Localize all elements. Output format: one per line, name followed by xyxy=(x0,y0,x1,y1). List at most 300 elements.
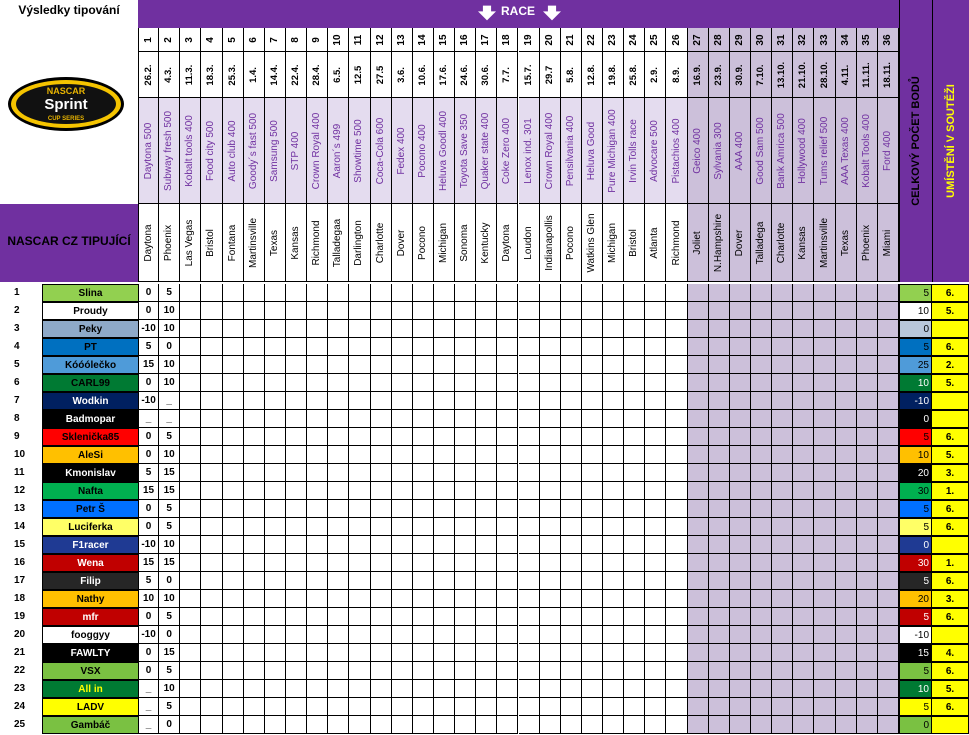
score-cell[interactable] xyxy=(878,356,899,374)
score-cell[interactable] xyxy=(540,302,561,320)
score-cell[interactable] xyxy=(286,680,307,698)
score-cell[interactable] xyxy=(772,392,793,410)
score-cell[interactable] xyxy=(582,554,603,572)
score-cell[interactable] xyxy=(645,536,666,554)
score-cell[interactable] xyxy=(582,374,603,392)
score-cell[interactable] xyxy=(878,428,899,446)
score-cell[interactable] xyxy=(476,680,497,698)
score-cell[interactable] xyxy=(624,464,645,482)
score-cell[interactable] xyxy=(455,536,476,554)
score-cell[interactable] xyxy=(793,590,814,608)
score-cell[interactable] xyxy=(413,374,434,392)
score-cell[interactable] xyxy=(836,608,857,626)
score-cell[interactable] xyxy=(434,320,455,338)
score-cell[interactable] xyxy=(709,320,730,338)
score-cell[interactable] xyxy=(180,392,201,410)
score-cell[interactable] xyxy=(772,644,793,662)
score-cell[interactable]: 0 xyxy=(138,608,159,626)
score-cell[interactable] xyxy=(307,716,328,734)
score-cell[interactable] xyxy=(645,464,666,482)
score-cell[interactable] xyxy=(265,608,286,626)
score-cell[interactable] xyxy=(476,644,497,662)
score-cell[interactable] xyxy=(286,428,307,446)
score-cell[interactable] xyxy=(392,536,413,554)
score-cell[interactable] xyxy=(751,608,772,626)
score-cell[interactable] xyxy=(751,428,772,446)
score-cell[interactable] xyxy=(413,356,434,374)
score-cell[interactable] xyxy=(730,644,751,662)
score-cell[interactable] xyxy=(328,500,349,518)
score-cell[interactable] xyxy=(371,446,392,464)
score-cell[interactable]: _ xyxy=(138,410,159,428)
score-cell[interactable] xyxy=(709,392,730,410)
score-cell[interactable] xyxy=(180,662,201,680)
score-cell[interactable] xyxy=(328,536,349,554)
score-cell[interactable] xyxy=(476,518,497,536)
score-cell[interactable] xyxy=(603,680,624,698)
score-cell[interactable] xyxy=(455,644,476,662)
score-cell[interactable] xyxy=(497,590,518,608)
score-cell[interactable] xyxy=(709,626,730,644)
score-cell[interactable] xyxy=(772,626,793,644)
score-cell[interactable] xyxy=(307,536,328,554)
score-cell[interactable] xyxy=(244,518,265,536)
score-cell[interactable]: 5 xyxy=(159,428,180,446)
score-cell[interactable] xyxy=(857,572,878,590)
score-cell[interactable] xyxy=(180,572,201,590)
score-cell[interactable] xyxy=(793,698,814,716)
score-cell[interactable] xyxy=(645,554,666,572)
score-cell[interactable] xyxy=(603,302,624,320)
score-cell[interactable] xyxy=(392,374,413,392)
score-cell[interactable] xyxy=(201,536,222,554)
score-cell[interactable] xyxy=(793,464,814,482)
score-cell[interactable] xyxy=(265,716,286,734)
score-cell[interactable] xyxy=(645,356,666,374)
score-cell[interactable] xyxy=(201,590,222,608)
score-cell[interactable] xyxy=(709,410,730,428)
score-cell[interactable] xyxy=(603,572,624,590)
score-cell[interactable] xyxy=(666,608,687,626)
score-cell[interactable] xyxy=(878,716,899,734)
score-cell[interactable] xyxy=(730,680,751,698)
score-cell[interactable] xyxy=(730,518,751,536)
score-cell[interactable] xyxy=(307,428,328,446)
score-cell[interactable]: 15 xyxy=(138,554,159,572)
score-cell[interactable] xyxy=(371,428,392,446)
score-cell[interactable] xyxy=(328,446,349,464)
score-cell[interactable] xyxy=(624,608,645,626)
score-cell[interactable] xyxy=(223,608,244,626)
score-cell[interactable] xyxy=(645,500,666,518)
score-cell[interactable] xyxy=(497,410,518,428)
score-cell[interactable] xyxy=(645,392,666,410)
score-cell[interactable] xyxy=(836,356,857,374)
score-cell[interactable] xyxy=(349,446,370,464)
score-cell[interactable] xyxy=(624,590,645,608)
score-cell[interactable]: 0 xyxy=(138,644,159,662)
score-cell[interactable] xyxy=(455,374,476,392)
score-cell[interactable] xyxy=(180,374,201,392)
score-cell[interactable] xyxy=(666,320,687,338)
score-cell[interactable] xyxy=(201,356,222,374)
score-cell[interactable] xyxy=(645,338,666,356)
score-cell[interactable]: 5 xyxy=(159,500,180,518)
score-cell[interactable] xyxy=(836,680,857,698)
score-cell[interactable] xyxy=(666,482,687,500)
score-cell[interactable] xyxy=(413,500,434,518)
score-cell[interactable] xyxy=(730,338,751,356)
score-cell[interactable] xyxy=(328,662,349,680)
score-cell[interactable] xyxy=(286,536,307,554)
score-cell[interactable] xyxy=(286,320,307,338)
score-cell[interactable] xyxy=(857,518,878,536)
score-cell[interactable] xyxy=(814,374,835,392)
score-cell[interactable] xyxy=(286,284,307,302)
score-cell[interactable] xyxy=(772,284,793,302)
score-cell[interactable] xyxy=(878,536,899,554)
score-cell[interactable] xyxy=(603,662,624,680)
score-cell[interactable] xyxy=(582,410,603,428)
score-cell[interactable] xyxy=(476,302,497,320)
score-cell[interactable] xyxy=(561,374,582,392)
score-cell[interactable] xyxy=(265,536,286,554)
score-cell[interactable] xyxy=(814,284,835,302)
score-cell[interactable] xyxy=(793,338,814,356)
score-cell[interactable] xyxy=(434,590,455,608)
score-cell[interactable] xyxy=(201,338,222,356)
score-cell[interactable] xyxy=(814,698,835,716)
score-cell[interactable] xyxy=(307,446,328,464)
score-cell[interactable] xyxy=(561,554,582,572)
score-cell[interactable]: 15 xyxy=(159,482,180,500)
score-cell[interactable] xyxy=(624,662,645,680)
score-cell[interactable]: 5 xyxy=(159,518,180,536)
score-cell[interactable] xyxy=(307,608,328,626)
score-cell[interactable] xyxy=(540,464,561,482)
score-cell[interactable] xyxy=(688,572,709,590)
score-cell[interactable] xyxy=(328,626,349,644)
score-cell[interactable]: -10 xyxy=(138,392,159,410)
score-cell[interactable] xyxy=(814,356,835,374)
score-cell[interactable] xyxy=(561,536,582,554)
score-cell[interactable] xyxy=(349,410,370,428)
score-cell[interactable] xyxy=(392,518,413,536)
score-cell[interactable] xyxy=(709,590,730,608)
score-cell[interactable] xyxy=(814,608,835,626)
score-cell[interactable] xyxy=(349,392,370,410)
score-cell[interactable] xyxy=(371,536,392,554)
score-cell[interactable] xyxy=(603,446,624,464)
score-cell[interactable] xyxy=(878,680,899,698)
score-cell[interactable] xyxy=(223,662,244,680)
score-cell[interactable] xyxy=(751,356,772,374)
score-cell[interactable] xyxy=(666,446,687,464)
score-cell[interactable] xyxy=(476,662,497,680)
score-cell[interactable] xyxy=(223,446,244,464)
score-cell[interactable] xyxy=(688,590,709,608)
score-cell[interactable] xyxy=(286,608,307,626)
score-cell[interactable] xyxy=(878,482,899,500)
score-cell[interactable] xyxy=(772,518,793,536)
score-cell[interactable] xyxy=(371,590,392,608)
score-cell[interactable] xyxy=(519,302,540,320)
score-cell[interactable] xyxy=(265,284,286,302)
score-cell[interactable] xyxy=(666,716,687,734)
score-cell[interactable] xyxy=(349,608,370,626)
score-cell[interactable] xyxy=(582,572,603,590)
score-cell[interactable] xyxy=(688,446,709,464)
score-cell[interactable] xyxy=(434,716,455,734)
score-cell[interactable] xyxy=(180,680,201,698)
score-cell[interactable] xyxy=(857,284,878,302)
score-cell[interactable] xyxy=(751,644,772,662)
score-cell[interactable] xyxy=(709,500,730,518)
score-cell[interactable] xyxy=(793,284,814,302)
score-cell[interactable] xyxy=(307,284,328,302)
score-cell[interactable] xyxy=(582,680,603,698)
score-cell[interactable] xyxy=(603,356,624,374)
score-cell[interactable] xyxy=(688,374,709,392)
score-cell[interactable] xyxy=(371,554,392,572)
score-cell[interactable] xyxy=(497,446,518,464)
score-cell[interactable] xyxy=(772,500,793,518)
score-cell[interactable] xyxy=(730,320,751,338)
score-cell[interactable] xyxy=(180,464,201,482)
score-cell[interactable] xyxy=(709,716,730,734)
score-cell[interactable] xyxy=(751,626,772,644)
score-cell[interactable] xyxy=(582,518,603,536)
score-cell[interactable] xyxy=(265,374,286,392)
score-cell[interactable] xyxy=(730,428,751,446)
score-cell[interactable]: 5 xyxy=(159,698,180,716)
score-cell[interactable] xyxy=(793,374,814,392)
score-cell[interactable] xyxy=(814,554,835,572)
score-cell[interactable] xyxy=(307,572,328,590)
score-cell[interactable] xyxy=(645,302,666,320)
score-cell[interactable]: _ xyxy=(138,680,159,698)
score-cell[interactable] xyxy=(751,500,772,518)
score-cell[interactable] xyxy=(624,518,645,536)
score-cell[interactable] xyxy=(519,482,540,500)
score-cell[interactable] xyxy=(455,428,476,446)
score-cell[interactable] xyxy=(540,716,561,734)
score-cell[interactable] xyxy=(223,320,244,338)
score-cell[interactable] xyxy=(772,464,793,482)
score-cell[interactable] xyxy=(476,590,497,608)
score-cell[interactable] xyxy=(349,500,370,518)
score-cell[interactable]: 15 xyxy=(138,482,159,500)
score-cell[interactable] xyxy=(814,644,835,662)
score-cell[interactable] xyxy=(371,572,392,590)
score-cell[interactable] xyxy=(455,590,476,608)
score-cell[interactable] xyxy=(582,284,603,302)
score-cell[interactable] xyxy=(349,374,370,392)
score-cell[interactable] xyxy=(688,356,709,374)
score-cell[interactable] xyxy=(645,626,666,644)
score-cell[interactable] xyxy=(793,518,814,536)
score-cell[interactable] xyxy=(836,572,857,590)
score-cell[interactable] xyxy=(349,428,370,446)
score-cell[interactable] xyxy=(476,338,497,356)
score-cell[interactable] xyxy=(413,698,434,716)
score-cell[interactable]: 5 xyxy=(159,284,180,302)
score-cell[interactable] xyxy=(455,698,476,716)
score-cell[interactable] xyxy=(328,410,349,428)
score-cell[interactable] xyxy=(201,284,222,302)
score-cell[interactable] xyxy=(265,626,286,644)
score-cell[interactable] xyxy=(582,608,603,626)
score-cell[interactable]: 5 xyxy=(159,662,180,680)
score-cell[interactable] xyxy=(730,410,751,428)
score-cell[interactable] xyxy=(624,698,645,716)
score-cell[interactable] xyxy=(603,536,624,554)
score-cell[interactable] xyxy=(814,572,835,590)
score-cell[interactable] xyxy=(392,320,413,338)
score-cell[interactable] xyxy=(497,680,518,698)
score-cell[interactable] xyxy=(666,464,687,482)
score-cell[interactable] xyxy=(413,302,434,320)
score-cell[interactable] xyxy=(709,428,730,446)
score-cell[interactable]: 0 xyxy=(159,716,180,734)
score-cell[interactable]: 0 xyxy=(138,446,159,464)
score-cell[interactable] xyxy=(349,464,370,482)
score-cell[interactable] xyxy=(645,698,666,716)
score-cell[interactable] xyxy=(223,302,244,320)
score-cell[interactable] xyxy=(751,572,772,590)
score-cell[interactable] xyxy=(603,320,624,338)
score-cell[interactable] xyxy=(730,608,751,626)
score-cell[interactable] xyxy=(540,572,561,590)
score-cell[interactable]: 15 xyxy=(159,464,180,482)
score-cell[interactable] xyxy=(328,482,349,500)
score-cell[interactable]: -10 xyxy=(138,320,159,338)
score-cell[interactable] xyxy=(645,590,666,608)
score-cell[interactable] xyxy=(645,428,666,446)
score-cell[interactable] xyxy=(857,680,878,698)
score-cell[interactable] xyxy=(180,356,201,374)
score-cell[interactable] xyxy=(519,608,540,626)
score-cell[interactable] xyxy=(307,662,328,680)
score-cell[interactable] xyxy=(201,518,222,536)
score-cell[interactable] xyxy=(878,320,899,338)
score-cell[interactable]: 15 xyxy=(159,554,180,572)
score-cell[interactable] xyxy=(519,428,540,446)
score-cell[interactable] xyxy=(624,500,645,518)
score-cell[interactable] xyxy=(180,590,201,608)
score-cell[interactable] xyxy=(836,446,857,464)
score-cell[interactable] xyxy=(857,374,878,392)
score-cell[interactable] xyxy=(836,536,857,554)
score-cell[interactable] xyxy=(688,284,709,302)
score-cell[interactable] xyxy=(878,698,899,716)
score-cell[interactable] xyxy=(476,320,497,338)
score-cell[interactable] xyxy=(223,410,244,428)
score-cell[interactable] xyxy=(244,428,265,446)
score-cell[interactable] xyxy=(180,518,201,536)
score-cell[interactable] xyxy=(836,374,857,392)
score-cell[interactable] xyxy=(603,410,624,428)
score-cell[interactable] xyxy=(244,356,265,374)
score-cell[interactable] xyxy=(519,626,540,644)
score-cell[interactable] xyxy=(688,698,709,716)
score-cell[interactable] xyxy=(201,410,222,428)
score-cell[interactable] xyxy=(392,590,413,608)
score-cell[interactable] xyxy=(180,284,201,302)
score-cell[interactable] xyxy=(688,536,709,554)
score-cell[interactable] xyxy=(772,482,793,500)
score-cell[interactable] xyxy=(709,374,730,392)
score-cell[interactable] xyxy=(328,320,349,338)
score-cell[interactable] xyxy=(307,680,328,698)
score-cell[interactable] xyxy=(244,554,265,572)
score-cell[interactable] xyxy=(434,518,455,536)
score-cell[interactable] xyxy=(814,410,835,428)
score-cell[interactable] xyxy=(624,554,645,572)
score-cell[interactable] xyxy=(688,428,709,446)
score-cell[interactable]: 10 xyxy=(159,680,180,698)
score-cell[interactable] xyxy=(688,716,709,734)
score-cell[interactable] xyxy=(223,554,244,572)
score-cell[interactable]: 10 xyxy=(159,590,180,608)
score-cell[interactable] xyxy=(265,320,286,338)
score-cell[interactable] xyxy=(709,662,730,680)
score-cell[interactable] xyxy=(434,428,455,446)
score-cell[interactable] xyxy=(434,626,455,644)
score-cell[interactable] xyxy=(793,500,814,518)
score-cell[interactable] xyxy=(434,446,455,464)
score-cell[interactable] xyxy=(519,698,540,716)
score-cell[interactable] xyxy=(878,302,899,320)
score-cell[interactable] xyxy=(180,338,201,356)
score-cell[interactable] xyxy=(709,446,730,464)
score-cell[interactable] xyxy=(645,482,666,500)
score-cell[interactable] xyxy=(814,716,835,734)
score-cell[interactable] xyxy=(497,284,518,302)
score-cell[interactable] xyxy=(434,392,455,410)
score-cell[interactable] xyxy=(413,482,434,500)
score-cell[interactable] xyxy=(434,284,455,302)
score-cell[interactable] xyxy=(371,608,392,626)
score-cell[interactable] xyxy=(624,446,645,464)
score-cell[interactable] xyxy=(857,482,878,500)
score-cell[interactable] xyxy=(223,536,244,554)
score-cell[interactable] xyxy=(497,698,518,716)
score-cell[interactable] xyxy=(286,338,307,356)
score-cell[interactable]: -10 xyxy=(138,626,159,644)
score-cell[interactable] xyxy=(455,518,476,536)
score-cell[interactable] xyxy=(814,320,835,338)
score-cell[interactable] xyxy=(582,338,603,356)
score-cell[interactable] xyxy=(265,338,286,356)
score-cell[interactable] xyxy=(582,482,603,500)
score-cell[interactable] xyxy=(286,572,307,590)
score-cell[interactable] xyxy=(857,320,878,338)
score-cell[interactable] xyxy=(476,608,497,626)
score-cell[interactable] xyxy=(561,464,582,482)
score-cell[interactable] xyxy=(814,680,835,698)
score-cell[interactable] xyxy=(836,428,857,446)
score-cell[interactable] xyxy=(772,590,793,608)
score-cell[interactable] xyxy=(857,698,878,716)
score-cell[interactable] xyxy=(286,392,307,410)
score-cell[interactable] xyxy=(793,626,814,644)
score-cell[interactable] xyxy=(772,302,793,320)
score-cell[interactable] xyxy=(497,320,518,338)
score-cell[interactable] xyxy=(645,284,666,302)
score-cell[interactable] xyxy=(772,662,793,680)
score-cell[interactable] xyxy=(265,644,286,662)
